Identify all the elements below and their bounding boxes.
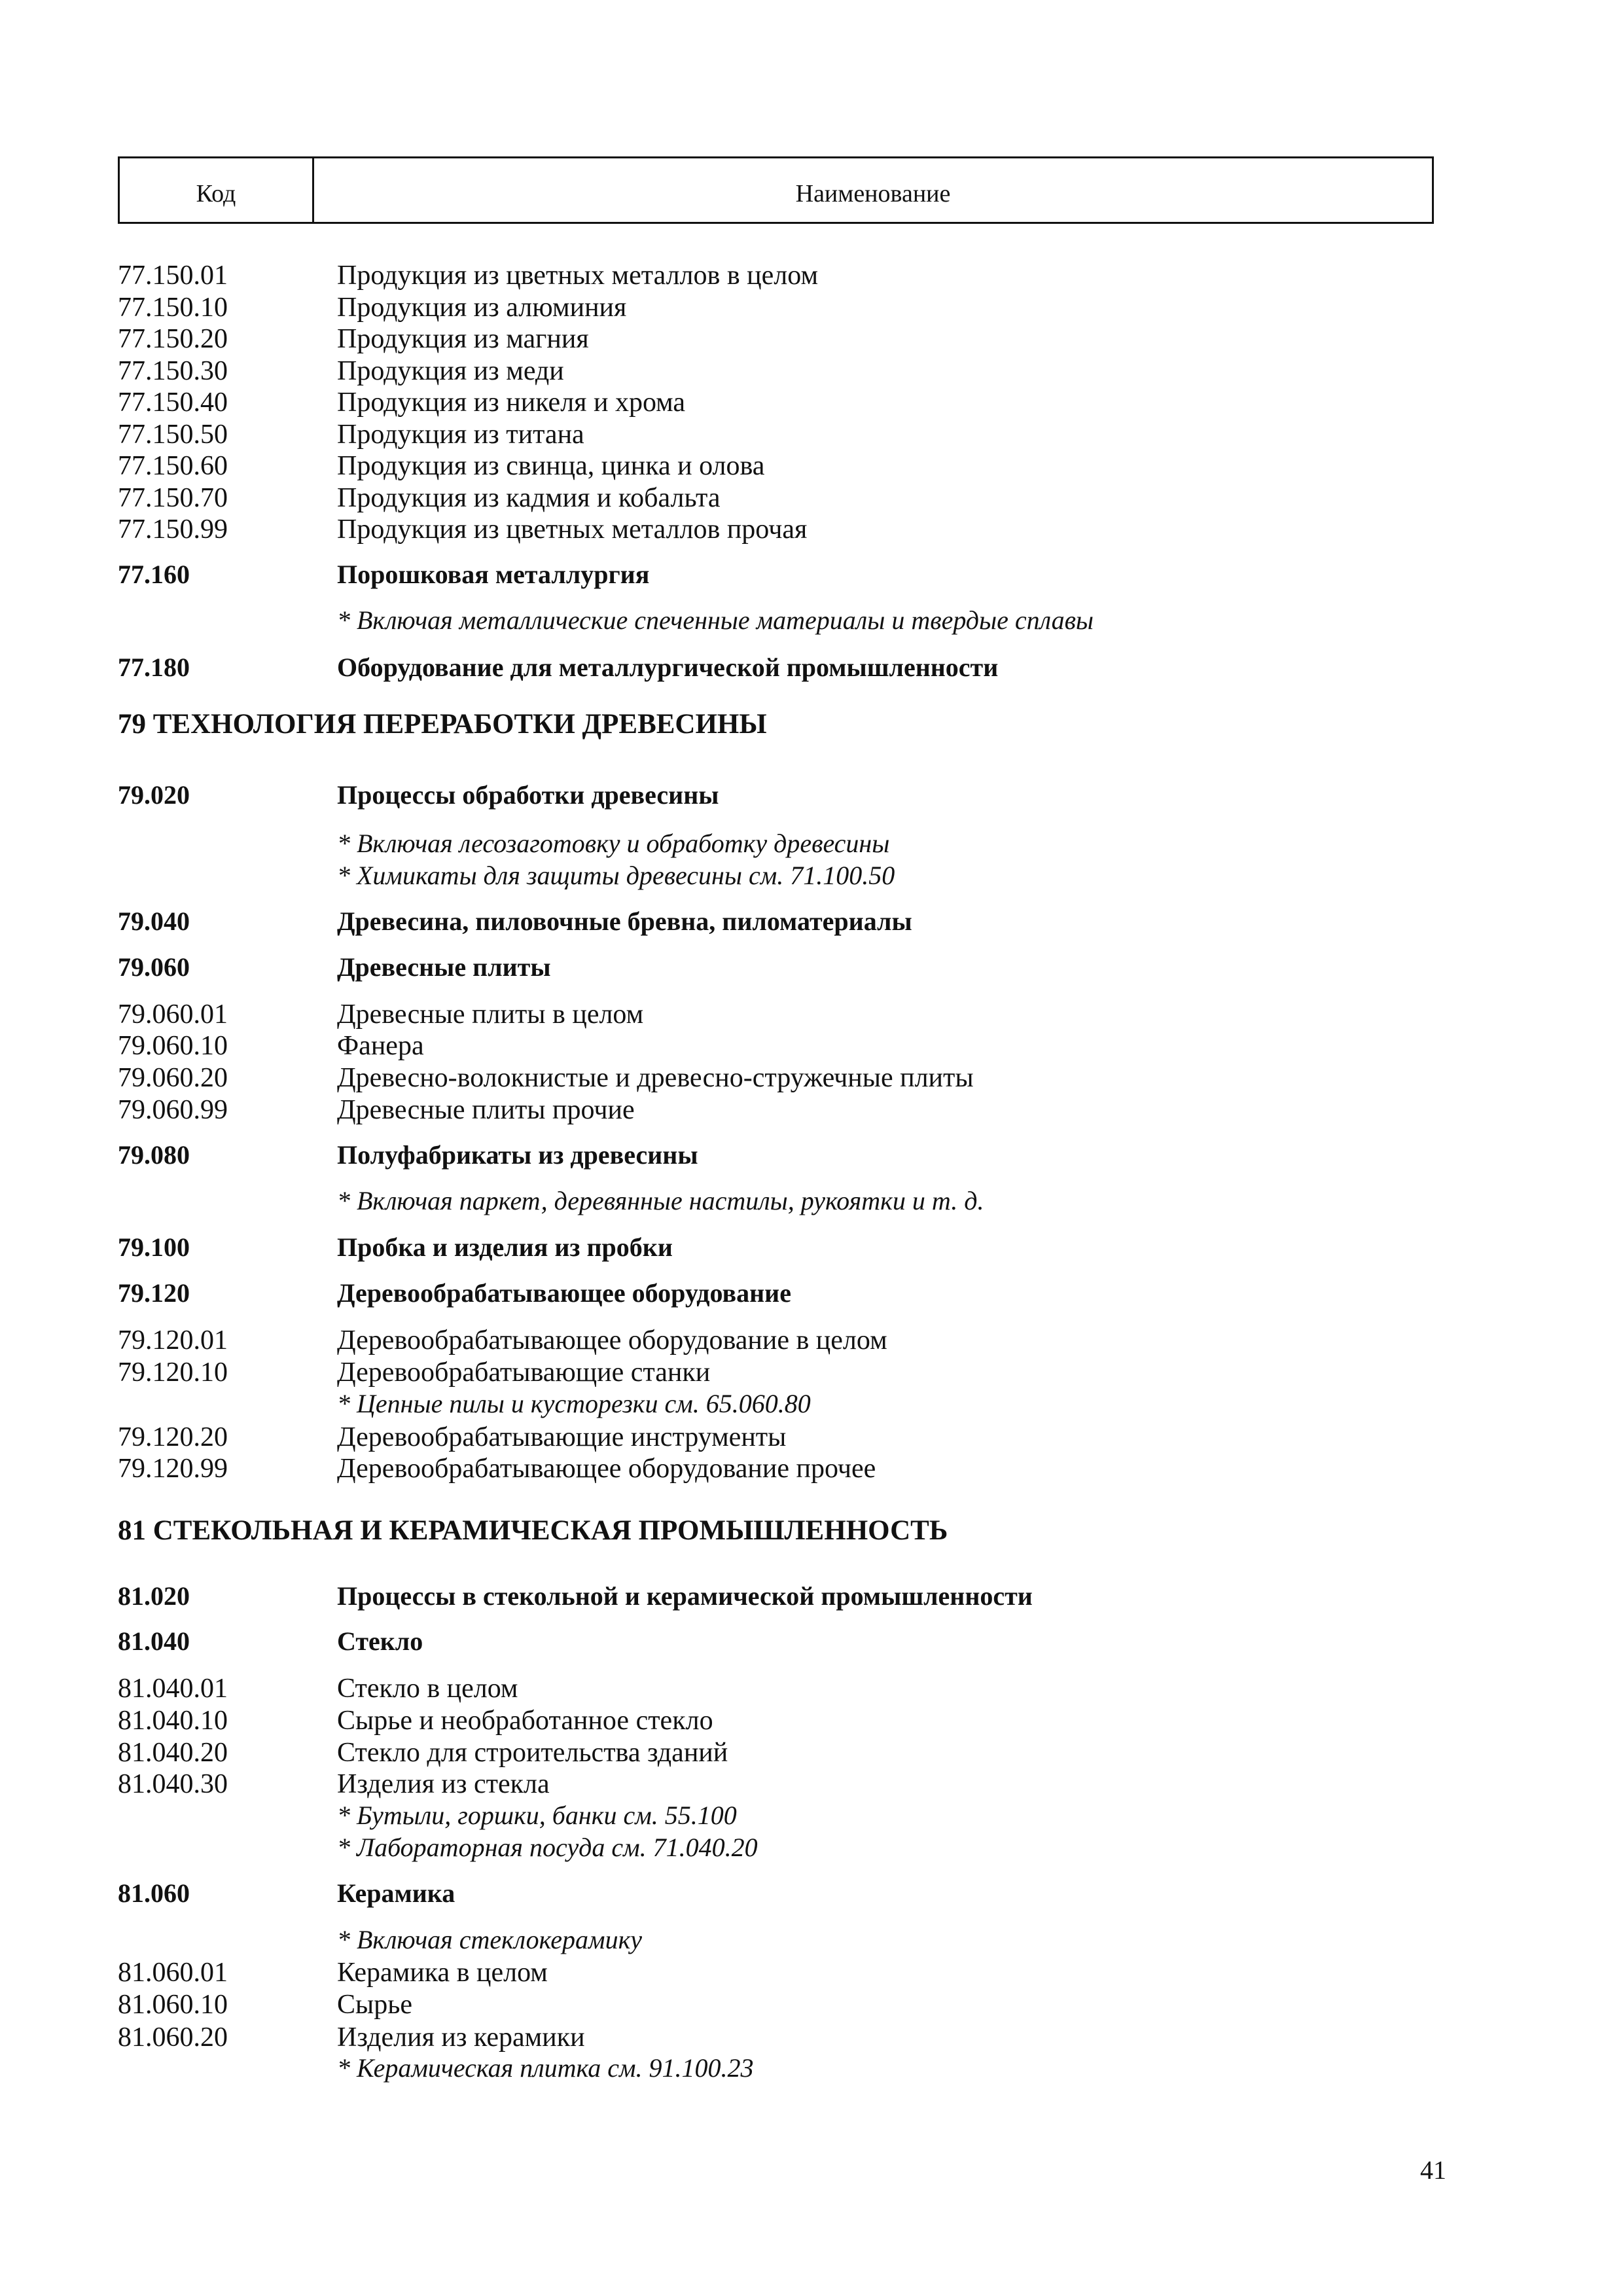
group-code: 79.040: [118, 906, 190, 936]
entry-code: 77.150.30: [118, 356, 228, 386]
entry-name: Продукция из меди: [337, 356, 564, 386]
section-heading: 79 ТЕХНОЛОГИЯ ПЕРЕРАБОТКИ ДРЕВЕСИНЫ: [118, 709, 767, 740]
group-name: Стекло: [337, 1626, 423, 1656]
entry-name: Древесные плиты прочие: [337, 1095, 635, 1125]
entry-name: Керамика в целом: [337, 1958, 548, 1988]
entry-code: 77.150.50: [118, 420, 228, 450]
entry-code: 81.060.10: [118, 1990, 228, 2020]
entry-note: * Включая паркет, деревянные настилы, рукоятки и т. д.: [337, 1186, 984, 1215]
entry-code: 77.150.01: [118, 260, 228, 291]
entry-code: 77.150.70: [118, 483, 228, 513]
group-name: Древесные плиты: [337, 952, 551, 982]
entry-name: Деревообрабатывающее оборудование в целом: [337, 1325, 887, 1355]
entry-name: Продукция из алюминия: [337, 293, 627, 323]
group-code: 79.100: [118, 1232, 190, 1262]
entry-name: Сырье: [337, 1990, 413, 2020]
entry-name: Продукция из магния: [337, 324, 589, 354]
entry-code: 79.060.99: [118, 1095, 228, 1125]
entry-code: 79.120.99: [118, 1454, 228, 1484]
group-code: 81.040: [118, 1626, 190, 1656]
entry-code: 81.040.01: [118, 1674, 228, 1704]
group-name: Керамика: [337, 1878, 455, 1908]
entry-name: Деревообрабатывающее оборудование прочее: [337, 1454, 876, 1484]
group-name: Пробка и изделия из пробки: [337, 1232, 673, 1262]
group-code: 79.080: [118, 1140, 190, 1170]
header-name-label: Наименование: [795, 180, 951, 207]
entry-note: * Включая лесозаготовку и обработку древесины: [337, 829, 890, 858]
entry-code: 79.120.01: [118, 1325, 228, 1355]
group-name: Процессы обработки древесины: [337, 780, 719, 810]
group-name: Процессы в стекольной и керамической промышленности: [337, 1581, 1033, 1611]
group-code: 77.180: [118, 653, 190, 682]
header-code-label: Код: [196, 180, 236, 207]
entry-name: Изделия из керамики: [337, 2022, 585, 2053]
entry-name: Изделия из стекла: [337, 1769, 550, 1799]
entry-name: Деревообрабатывающие инструменты: [337, 1422, 787, 1452]
entry-code: 81.040.10: [118, 1706, 228, 1736]
group-code: 79.060: [118, 952, 190, 982]
entry-note: * Цепные пилы и кусторезки см. 65.060.80: [337, 1389, 811, 1418]
section-heading: 81 СТЕКОЛЬНАЯ И КЕРАМИЧЕСКАЯ ПРОМЫШЛЕННОСТЬ: [118, 1515, 948, 1546]
table-header: [118, 156, 1434, 224]
group-code: 81.060: [118, 1878, 190, 1908]
group-name: Древесина, пиловочные бревна, пиломатериалы: [337, 906, 912, 936]
entry-code: 77.150.99: [118, 514, 228, 545]
group-code: 81.020: [118, 1581, 190, 1611]
group-code: 79.020: [118, 780, 190, 810]
entry-code: 81.040.20: [118, 1738, 228, 1768]
entry-name: Стекло для строительства зданий: [337, 1738, 728, 1768]
group-name: Полуфабрикаты из древесины: [337, 1140, 698, 1170]
entry-name: Продукция из цветных металлов в целом: [337, 260, 819, 291]
entry-name: Древесно-волокнистые и древесно-стружечные плиты: [337, 1063, 974, 1093]
entry-note: * Включая стеклокерамику: [337, 1925, 643, 1954]
entry-name: Сырье и необработанное стекло: [337, 1706, 713, 1736]
entry-name: Древесные плиты в целом: [337, 999, 644, 1030]
entry-name: Деревообрабатывающие станки: [337, 1357, 711, 1388]
entry-note: * Лабораторная посуда см. 71.040.20: [337, 1833, 758, 1862]
entry-note: * Керамическая плитка см. 91.100.23: [337, 2053, 754, 2083]
entry-name: Продукция из титана: [337, 420, 584, 450]
group-code: 79.120: [118, 1278, 190, 1308]
entry-code: 79.060.20: [118, 1063, 228, 1093]
entry-name: Продукция из никеля и хрома: [337, 387, 686, 418]
entry-code: 77.150.10: [118, 293, 228, 323]
entry-code: 77.150.40: [118, 387, 228, 418]
group-code: 77.160: [118, 560, 190, 589]
group-name: Порошковая металлургия: [337, 560, 650, 589]
entry-name: Продукция из кадмия и кобальта: [337, 483, 721, 513]
entry-code: 79.060.10: [118, 1031, 228, 1061]
entry-name: Продукция из свинца, цинка и олова: [337, 451, 765, 481]
entry-code: 79.060.01: [118, 999, 228, 1030]
entry-code: 77.150.60: [118, 451, 228, 481]
entry-note: * Включая металлические спеченные материалы и твердые сплавы: [337, 605, 1094, 635]
page-number: 41: [1420, 2155, 1446, 2185]
entry-code: 81.060.20: [118, 2022, 228, 2053]
entry-code: 79.120.20: [118, 1422, 228, 1452]
group-name: Оборудование для металлургической промышленности: [337, 653, 999, 682]
entry-name: Фанера: [337, 1031, 424, 1061]
entry-note: * Бутыли, горшки, банки см. 55.100: [337, 1801, 737, 1830]
entry-code: 81.060.01: [118, 1958, 228, 1988]
entry-code: 77.150.20: [118, 324, 228, 354]
group-name: Деревообрабатывающее оборудование: [337, 1278, 791, 1308]
entry-code: 79.120.10: [118, 1357, 228, 1388]
entry-name: Стекло в целом: [337, 1674, 518, 1704]
entry-code: 81.040.30: [118, 1769, 228, 1799]
entry-note: * Химикаты для защиты древесины см. 71.100.50: [337, 861, 895, 890]
entry-name: Продукция из цветных металлов прочая: [337, 514, 808, 545]
